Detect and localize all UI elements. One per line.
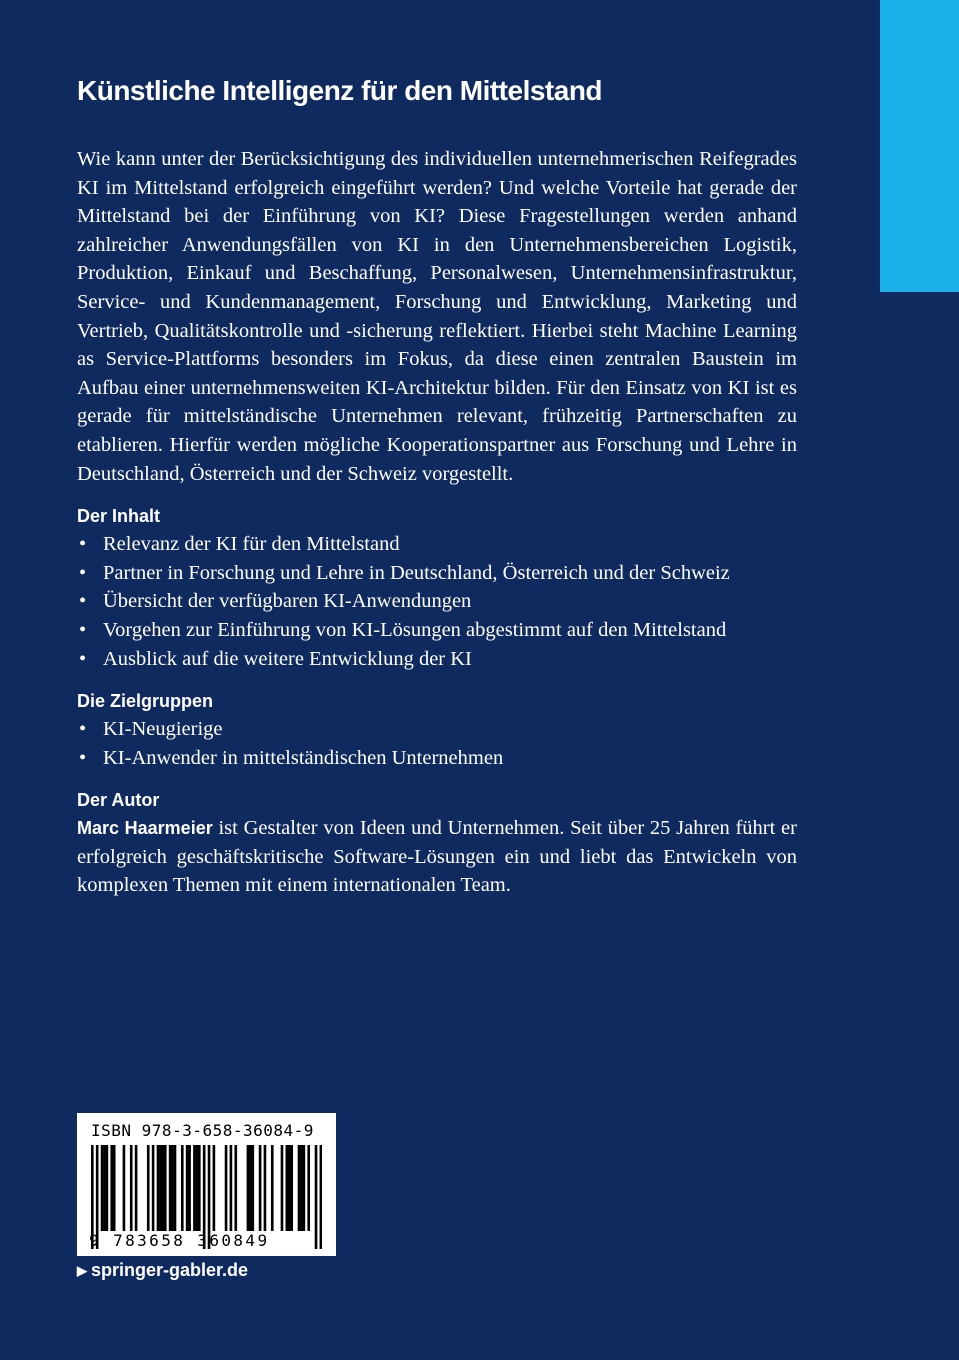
barcode-bar (213, 1145, 216, 1231)
barcode-bar (196, 1145, 199, 1231)
barcode-bar (193, 1145, 196, 1231)
list-item: • Übersicht der verfügbaren KI-Anwendungen (77, 587, 797, 616)
bullet-icon: • (79, 590, 87, 613)
barcode-bar (225, 1145, 228, 1231)
barcode-bar (286, 1145, 289, 1231)
publisher-link[interactable] (77, 1260, 248, 1281)
list-item: • Ausblick auf die weitere Entwicklung der KI (77, 645, 797, 674)
barcode-bar (247, 1145, 250, 1231)
arrow-right-icon: ▶ (77, 1262, 87, 1278)
content-heading: Der Inhalt (77, 506, 161, 527)
isbn-barcode-box (77, 1113, 336, 1256)
barcode-bar (186, 1145, 189, 1231)
barcode-bar (152, 1145, 155, 1231)
book-description: Wie kann unter der Berücksichtigung des individuellen unternehmerischen Reifegrades KI im Mittelstand erfolgreich eingeführt werden? Und welche Vorteile hat gerade der Mittelstand bei der Einführung von KI? Diese Fragestellungen werden anhand zahlreicher Anwendungsfällen von KI in den Unternehmensbereichen Logistik, Produktion, Einkauf und Beschaffung, Personalwesen, Unternehmensinfrastruktur, Service- und Kundenmanagement, Forschung und Entwicklung, Marketing und Vertrieb, Qualitätskontrolle und -sicherung reflektiert. Hierbei steht Machine Learning as Service-Plattforms besonders im Fokus, da diese einen zentralen Baustein im Aufbau einer unternehmensweiten KI-Architektur bilden. Für den Einsatz von KI ist es gerade für mittelständische Unternehmen relevant, frühzeitig Partnerschaften zu etablieren. Hierfür werden mögliche Kooperationspartner aus Forschung und Lehre in Deutschland, Österreich und der Schweiz vorgestellt. (77, 148, 797, 485)
author-heading: Der Autor (77, 790, 160, 811)
book-title: Künstliche Intelligenz für den Mittelstand (77, 75, 603, 106)
barcode-bar (198, 1145, 201, 1231)
barcode-bar (147, 1145, 150, 1231)
barcode-bar (130, 1145, 133, 1231)
barcode-digits: 9 783658 360849 (89, 1231, 270, 1250)
barcode-bar (303, 1145, 306, 1231)
barcode-bar (159, 1145, 162, 1231)
barcode-bar (259, 1145, 262, 1231)
list-item: • Partner in Forschung und Lehre in Deutschland, Österreich und der Schweiz (77, 559, 797, 588)
barcode-bar (290, 1145, 293, 1231)
publisher-url: springer-gabler.de (91, 1260, 249, 1280)
barcode-bar (181, 1145, 184, 1231)
list-item: • Vorgehen zur Einführung von KI-Lösungen abgestimmt auf den Mittelstand (77, 616, 797, 645)
barcode-bar (281, 1145, 284, 1231)
back-cover-content (77, 72, 797, 900)
barcode-bar (162, 1145, 165, 1231)
bullet-icon: • (79, 647, 87, 670)
bullet-icon: • (79, 561, 87, 584)
barcode-bar (169, 1145, 172, 1231)
audience-heading: Die Zielgruppen (77, 691, 214, 712)
barcode-bar (249, 1145, 252, 1231)
list-item: • KI-Anwender in mittelständischen Unternehmen (77, 744, 797, 773)
list-item: • KI-Neugierige (77, 715, 797, 744)
barcode-bar (101, 1145, 104, 1231)
barcode-bar (251, 1145, 254, 1231)
barcode-bar (298, 1145, 301, 1231)
list-item: • Relevanz der KI für den Mittelstand (77, 530, 797, 559)
barcode-bar (188, 1145, 191, 1231)
barcode-bar (113, 1145, 116, 1231)
bullet-icon: • (79, 533, 87, 556)
barcode-bar (103, 1145, 106, 1231)
barcode-bar (300, 1145, 303, 1231)
bullet-icon: • (79, 746, 87, 769)
barcode-bar (234, 1145, 237, 1231)
barcode-bar (307, 1145, 310, 1231)
audience-list (77, 715, 797, 772)
barcode-bar (135, 1145, 138, 1231)
barcode-bar (123, 1145, 126, 1231)
barcode-bar (157, 1145, 160, 1231)
barcode-bar (171, 1145, 174, 1231)
barcode-bar (110, 1145, 113, 1231)
bullet-icon: • (79, 618, 87, 641)
author-name: Marc Haarmeier (77, 818, 213, 839)
barcode-bar (271, 1145, 274, 1231)
barcode-bar (164, 1145, 167, 1231)
barcode-bar (230, 1145, 233, 1231)
barcode-bar (288, 1145, 291, 1231)
barcode-bar (106, 1145, 109, 1231)
author-bio: Marc Haarmeier ist Gestalter von Ideen und Unternehmen. Seit über 25 Jahren führt er erfolgreich geschäftskritische Software-Lösungen ein und liebt das Entwickeln von komplexen Themen mit einem internationalen Team. (77, 817, 797, 897)
barcode-bar (174, 1145, 177, 1231)
bullet-icon: • (79, 718, 87, 741)
isbn-label: ISBN 978-3-658-36084-9 (91, 1121, 314, 1140)
accent-bar (880, 0, 959, 292)
content-list (77, 530, 797, 673)
barcode-bar (264, 1145, 267, 1231)
